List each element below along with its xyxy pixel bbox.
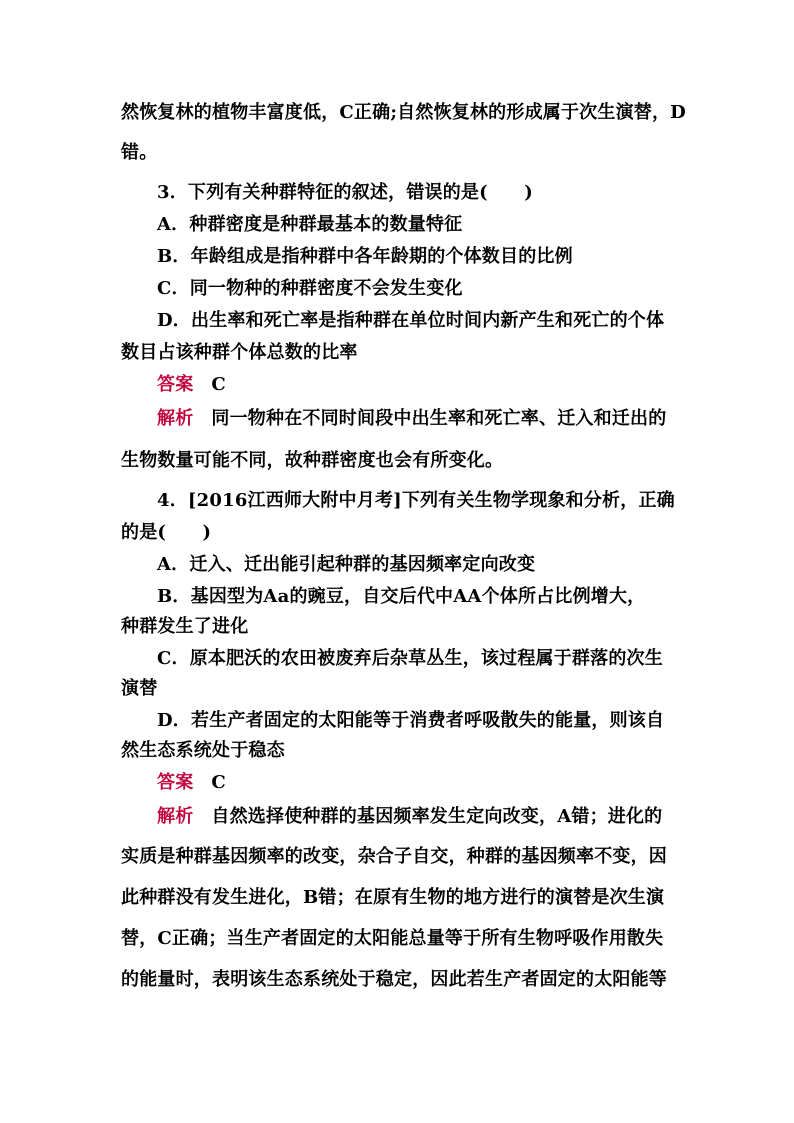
- text-line: 的是( ): [121, 522, 212, 543]
- text-line: 生物数量可能不同，故种群密度也会有所变化。: [121, 450, 504, 471]
- text-line: 错。: [121, 142, 158, 163]
- answer-value: C: [211, 374, 226, 395]
- question-4-option-c: C．原本肥沃的农田被废弃后杂草丛生，该过程属于群落的次生: [157, 648, 663, 669]
- question-3-option-b: B．年龄组成是指种群中各年龄期的个体数目的比例: [157, 246, 573, 267]
- text-line: 数目占该种群个体总数的比率: [121, 342, 358, 363]
- answer-label: 答案: [157, 772, 194, 793]
- answer-line: [157, 373, 226, 397]
- explanation-line: 解析 自然选择使种群的基因频率发生定向改变，A错；进化的: [157, 806, 663, 827]
- question-4-stem: 4．[2016江西师大附中月考]下列有关生物学现象和分析，正确: [157, 490, 675, 511]
- answer-label: 答案: [157, 374, 194, 395]
- text-line: 此种群没有发生进化，B错；在原有生物的地方进行的演替是次生演: [121, 887, 665, 908]
- explanation-label: 解析: [157, 806, 194, 827]
- question-4-option-b: B．基因型为Aa的豌豆，自交后代中AA个体所占比例增大，: [157, 586, 646, 607]
- question-3-option-c: C．同一物种的种群密度不会发生变化: [157, 278, 463, 299]
- text-line: 实质是种群基因频率的改变，杂合子自交，种群的基因频率不变，因: [121, 846, 667, 867]
- answer-value: C: [211, 772, 226, 793]
- question-4-option-d: D．若生产者固定的太阳能等于消费者呼吸散失的能量，则该自: [157, 710, 665, 731]
- explanation-line: 解析 同一物种在不同时间段中出生率和死亡率、迁入和迁出的: [157, 408, 667, 429]
- explanation-label: 解析: [157, 408, 194, 429]
- text-line: 然生态系统处于稳态: [121, 740, 285, 761]
- text-line: 的能量时，表明该生态系统处于稳定，因此若生产者固定的太阳能等: [121, 969, 667, 990]
- question-3-stem: 3．下列有关种群特征的叙述，错误的是( ): [157, 182, 533, 203]
- text-line: 然恢复林的植物丰富度低，C正确;自然恢复林的形成属于次生演替，D: [121, 102, 686, 123]
- text-line: 替，C正确；当生产者固定的太阳能总量等于所有生物呼吸作用散失: [121, 928, 664, 949]
- question-3-option-a: A．种群密度是种群最基本的数量特征: [157, 214, 463, 235]
- question-4-option-a: A．迁入、迁出能引起种群的基因频率定向改变: [157, 554, 536, 575]
- text-line: 种群发生了进化: [121, 616, 249, 637]
- answer-line: [157, 771, 226, 795]
- question-3-option-d: D．出生率和死亡率是指种群在单位时间内新产生和死亡的个体: [157, 310, 665, 331]
- text-line: 演替: [121, 678, 158, 699]
